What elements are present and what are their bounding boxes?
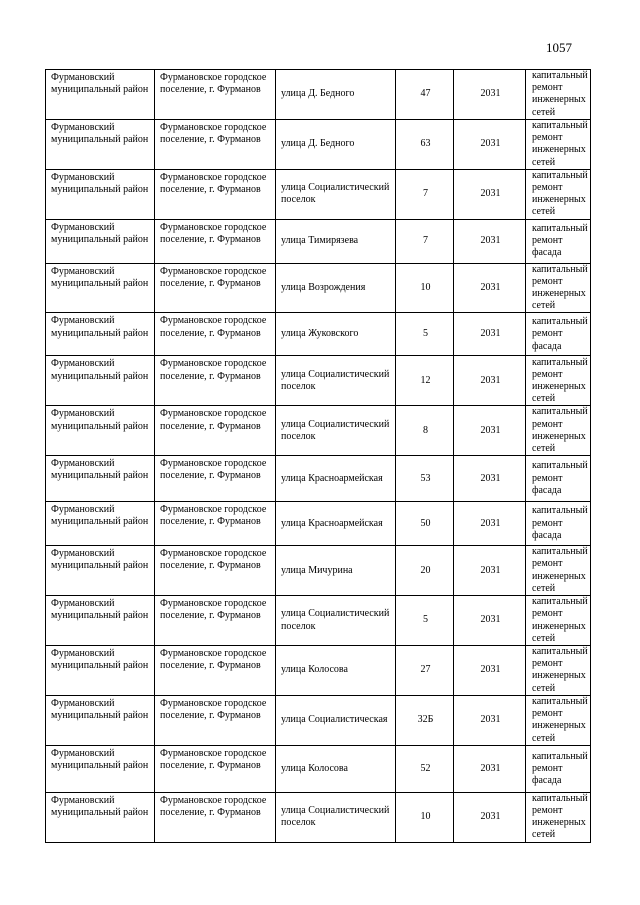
district-cell: Фурмановский муниципальный район (46, 169, 155, 219)
house-number-cell: 27 (396, 646, 454, 696)
year-cell: 2031 (454, 219, 526, 263)
year-cell: 2031 (454, 695, 526, 745)
work-type-cell: капитальный ремонт инженерных сетей (526, 792, 591, 842)
street-cell: улица Колосова (276, 745, 396, 792)
district-cell: Фурмановский муниципальный район (46, 313, 155, 356)
district-cell: Фурмановский муниципальный район (46, 406, 155, 456)
work-type-cell: капитальный ремонт инженерных сетей (526, 596, 591, 646)
table-row (46, 313, 591, 356)
year-cell: 2031 (454, 263, 526, 313)
district-cell: Фурмановский муниципальный район (46, 119, 155, 169)
district-cell: Фурмановский муниципальный район (46, 745, 155, 792)
district-cell: Фурмановский муниципальный район (46, 456, 155, 502)
house-number-cell: 12 (396, 356, 454, 406)
work-type-cell: капитальный ремонт инженерных сетей (526, 70, 591, 120)
year-cell: 2031 (454, 456, 526, 502)
table-row (46, 356, 591, 406)
district-cell: Фурмановский муниципальный район (46, 596, 155, 646)
house-number-cell: 10 (396, 263, 454, 313)
house-number-cell: 5 (396, 313, 454, 356)
table-body (46, 70, 591, 843)
street-cell: улица Мичурина (276, 546, 396, 596)
house-number-cell: 32Б (396, 695, 454, 745)
year-cell: 2031 (454, 792, 526, 842)
year-cell: 2031 (454, 406, 526, 456)
table-row (46, 406, 591, 456)
work-type-cell: капитальный ремонт инженерных сетей (526, 695, 591, 745)
year-cell: 2031 (454, 646, 526, 696)
street-cell: улица Красноармейская (276, 502, 396, 546)
settlement-cell: Фурмановское городское поселение, г. Фурманов (155, 745, 276, 792)
settlement-cell: Фурмановское городское поселение, г. Фурманов (155, 546, 276, 596)
house-number-cell: 10 (396, 792, 454, 842)
year-cell: 2031 (454, 313, 526, 356)
settlement-cell: Фурмановское городское поселение, г. Фурманов (155, 313, 276, 356)
settlement-cell: Фурмановское городское поселение, г. Фурманов (155, 646, 276, 696)
street-cell: улица Социалистическая (276, 695, 396, 745)
table-row (46, 169, 591, 219)
district-cell: Фурмановский муниципальный район (46, 792, 155, 842)
street-cell: улица Социалистический поселок (276, 356, 396, 406)
house-number-cell: 5 (396, 596, 454, 646)
house-number-cell: 63 (396, 119, 454, 169)
street-cell: улица Социалистический поселок (276, 596, 396, 646)
work-type-cell: капитальный ремонт инженерных сетей (526, 169, 591, 219)
table-row (46, 263, 591, 313)
settlement-cell: Фурмановское городское поселение, г. Фурманов (155, 792, 276, 842)
work-type-cell: капитальный ремонт инженерных сетей (526, 356, 591, 406)
settlement-cell: Фурмановское городское поселение, г. Фурманов (155, 219, 276, 263)
work-type-cell: капитальный ремонт инженерных сетей (526, 119, 591, 169)
table-row (46, 119, 591, 169)
year-cell: 2031 (454, 356, 526, 406)
work-type-cell: капитальный ремонт инженерных сетей (526, 546, 591, 596)
table-row (46, 745, 591, 792)
district-cell: Фурмановский муниципальный район (46, 356, 155, 406)
street-cell: улица Социалистический поселок (276, 792, 396, 842)
district-cell: Фурмановский муниципальный район (46, 219, 155, 263)
street-cell: улица Д. Бедного (276, 119, 396, 169)
settlement-cell: Фурмановское городское поселение, г. Фурманов (155, 169, 276, 219)
settlement-cell: Фурмановское городское поселение, г. Фурманов (155, 70, 276, 120)
work-type-cell: капитальный ремонт фасада (526, 219, 591, 263)
year-cell: 2031 (454, 546, 526, 596)
settlement-cell: Фурмановское городское поселение, г. Фурманов (155, 456, 276, 502)
district-cell: Фурмановский муниципальный район (46, 695, 155, 745)
repair-schedule-table (45, 69, 591, 843)
year-cell: 2031 (454, 70, 526, 120)
district-cell: Фурмановский муниципальный район (46, 546, 155, 596)
year-cell: 2031 (454, 745, 526, 792)
table-row (46, 546, 591, 596)
year-cell: 2031 (454, 169, 526, 219)
street-cell: улица Социалистический поселок (276, 406, 396, 456)
settlement-cell: Фурмановское городское поселение, г. Фурманов (155, 596, 276, 646)
table-row (46, 792, 591, 842)
house-number-cell: 52 (396, 745, 454, 792)
table-row (46, 456, 591, 502)
table-row (46, 596, 591, 646)
work-type-cell: капитальный ремонт фасада (526, 456, 591, 502)
street-cell: улица Возрождения (276, 263, 396, 313)
house-number-cell: 50 (396, 502, 454, 546)
house-number-cell: 7 (396, 169, 454, 219)
year-cell: 2031 (454, 119, 526, 169)
house-number-cell: 8 (396, 406, 454, 456)
table-row (46, 502, 591, 546)
work-type-cell: капитальный ремонт фасада (526, 502, 591, 546)
year-cell: 2031 (454, 502, 526, 546)
street-cell: улица Колосова (276, 646, 396, 696)
table-row (46, 219, 591, 263)
house-number-cell: 20 (396, 546, 454, 596)
district-cell: Фурмановский муниципальный район (46, 502, 155, 546)
street-cell: улица Д. Бедного (276, 70, 396, 120)
work-type-cell: капитальный ремонт инженерных сетей (526, 263, 591, 313)
street-cell: улица Социалистический поселок (276, 169, 396, 219)
street-cell: улица Красноармейская (276, 456, 396, 502)
district-cell: Фурмановский муниципальный район (46, 646, 155, 696)
settlement-cell: Фурмановское городское поселение, г. Фурманов (155, 263, 276, 313)
settlement-cell: Фурмановское городское поселение, г. Фурманов (155, 356, 276, 406)
district-cell: Фурмановский муниципальный район (46, 70, 155, 120)
street-cell: улица Тимирязева (276, 219, 396, 263)
settlement-cell: Фурмановское городское поселение, г. Фурманов (155, 406, 276, 456)
year-cell: 2031 (454, 596, 526, 646)
house-number-cell: 53 (396, 456, 454, 502)
work-type-cell: капитальный ремонт фасада (526, 745, 591, 792)
table-row (46, 695, 591, 745)
work-type-cell: капитальный ремонт инженерных сетей (526, 406, 591, 456)
house-number-cell: 47 (396, 70, 454, 120)
settlement-cell: Фурмановское городское поселение, г. Фурманов (155, 119, 276, 169)
page-number: 1057 (546, 40, 572, 55)
street-cell: улица Жуковского (276, 313, 396, 356)
table-row (46, 646, 591, 696)
district-cell: Фурмановский муниципальный район (46, 263, 155, 313)
work-type-cell: капитальный ремонт фасада (526, 313, 591, 356)
house-number-cell: 7 (396, 219, 454, 263)
work-type-cell: капитальный ремонт инженерных сетей (526, 646, 591, 696)
table-row (46, 70, 591, 120)
settlement-cell: Фурмановское городское поселение, г. Фурманов (155, 695, 276, 745)
settlement-cell: Фурмановское городское поселение, г. Фурманов (155, 502, 276, 546)
